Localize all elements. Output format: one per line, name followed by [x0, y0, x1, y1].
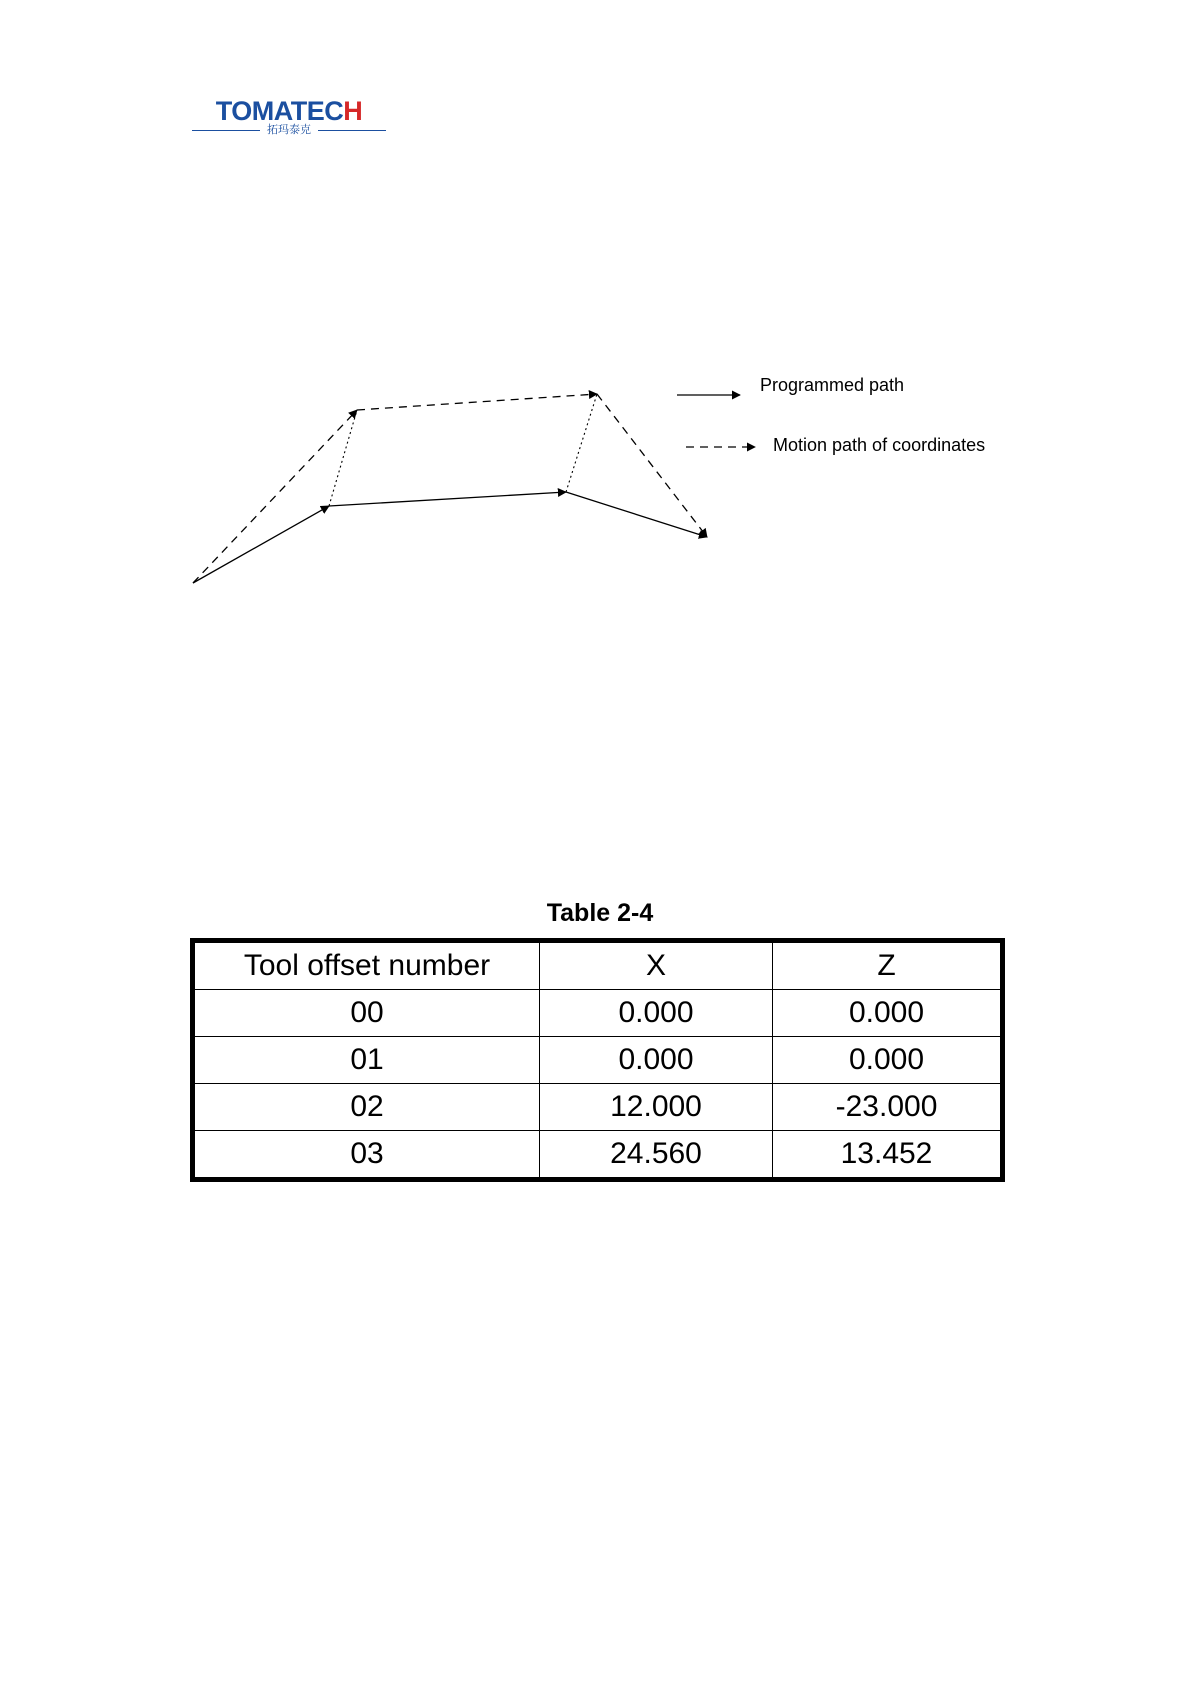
- logo-wordmark-accent: H: [343, 96, 363, 126]
- logo-wordmark-main: TOMATEC: [215, 96, 344, 126]
- motion-segment-1: [193, 410, 357, 583]
- offset-connector-2: [566, 394, 597, 492]
- table-row: [193, 990, 1003, 1037]
- cell-offset-number: 00: [193, 990, 540, 1037]
- programmed-segment-2: [329, 492, 566, 506]
- programmed-segment-3: [566, 492, 707, 537]
- programmed-path: [193, 492, 707, 583]
- legend-motion-path-label: Motion path of coordinates: [773, 435, 986, 455]
- cell-offset-number: 03: [193, 1131, 540, 1180]
- cell-x: 0.000: [540, 990, 773, 1037]
- cell-z: -23.000: [773, 1084, 1003, 1131]
- cell-x: 0.000: [540, 1037, 773, 1084]
- cell-z: 13.452: [773, 1131, 1003, 1180]
- header-z: Z: [773, 941, 1003, 990]
- table-title: Table 2-4: [546, 899, 654, 927]
- tool-offset-table: [190, 938, 1005, 1182]
- table-row: [193, 1131, 1003, 1180]
- table-header-row: [193, 941, 1003, 990]
- offset-connectors: [329, 394, 597, 506]
- cell-z: 0.000: [773, 1037, 1003, 1084]
- logo-chinese-name: 拓玛泰克: [267, 123, 311, 136]
- motion-segment-2: [357, 394, 597, 410]
- cell-offset-number: 01: [193, 1037, 540, 1084]
- cell-x: 24.560: [540, 1131, 773, 1180]
- cell-offset-number: 02: [193, 1084, 540, 1131]
- cell-x: 12.000: [540, 1084, 773, 1131]
- path-diagram: [0, 0, 1191, 700]
- header-x: X: [540, 941, 773, 990]
- table-row: [193, 1037, 1003, 1084]
- programmed-segment-1: [193, 506, 329, 583]
- legend-programmed-path-label: Programmed path: [760, 375, 905, 395]
- motion-path: [193, 394, 707, 583]
- table-row: [193, 1084, 1003, 1131]
- cell-z: 0.000: [773, 990, 1003, 1037]
- header-tool-offset-number: Tool offset number: [193, 941, 540, 990]
- motion-segment-3: [597, 394, 707, 537]
- offset-connector-1: [329, 410, 357, 506]
